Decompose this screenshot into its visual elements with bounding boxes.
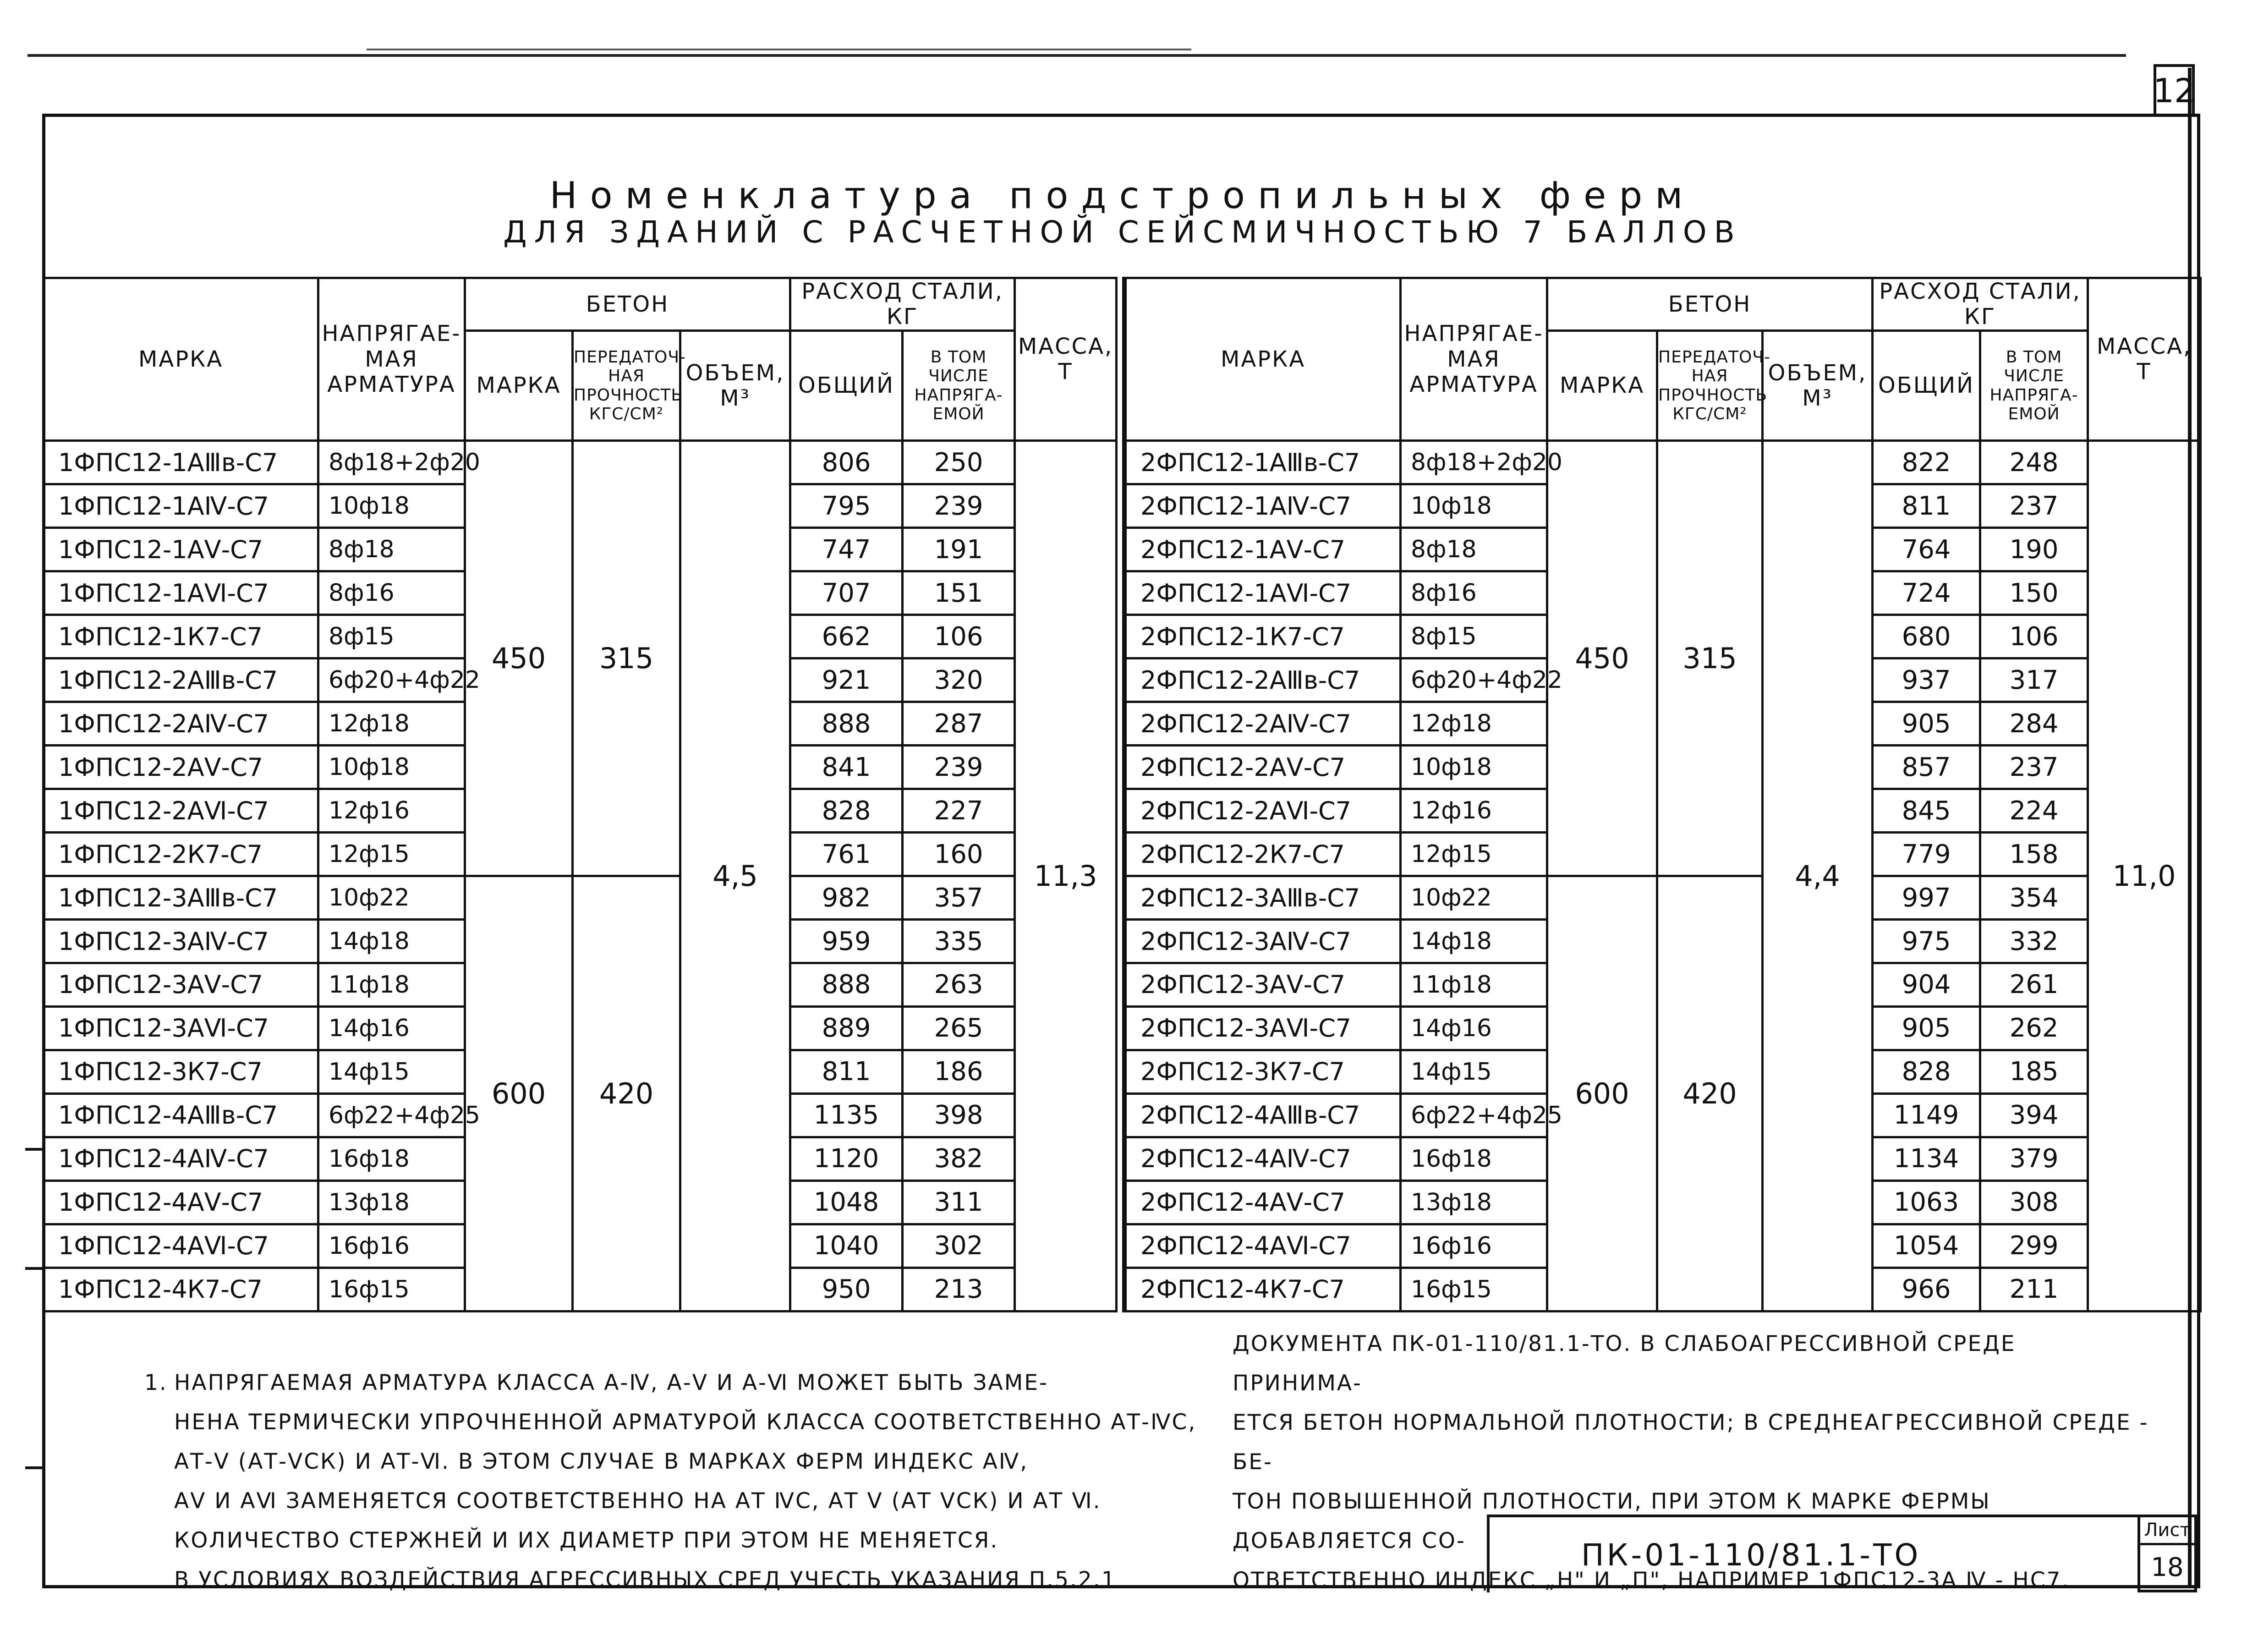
cell-beton-mark: 450 xyxy=(465,441,573,876)
cell-steel-stressed: 263 xyxy=(903,963,1015,1007)
cell-steel-total: 822 xyxy=(1873,441,1980,484)
document-title: Номенклатура подстропильных ферм xyxy=(549,174,1696,217)
cell-armature: 14ф18 xyxy=(318,920,465,963)
cell-steel-stressed: 311 xyxy=(903,1180,1015,1224)
cell-armature: 6ф20+4ф22 xyxy=(318,659,465,702)
cell-beton-strength: 420 xyxy=(573,876,680,1312)
cell-steel-total: 888 xyxy=(790,963,903,1007)
cell-steel-stressed: 106 xyxy=(903,615,1015,659)
cell-mark: 1ФПС12-2АⅢв-С7 xyxy=(44,659,318,702)
header-beton-strength: ПЕРЕДАТОЧ- НАЯ ПРОЧНОСТЬ КГС/СМ² xyxy=(573,331,680,441)
cell-mark: 2ФПС12-4АⅣ-С7 xyxy=(1126,1137,1401,1180)
cell-armature: 12ф18 xyxy=(318,702,465,746)
cell-beton-volume: 4,5 xyxy=(680,441,790,1312)
cell-steel-total: 904 xyxy=(1873,963,1980,1007)
cell-armature: 10ф18 xyxy=(1401,746,1547,789)
cell-armature: 16ф15 xyxy=(318,1268,465,1311)
note-line: НЕНА ТЕРМИЧЕСКИ УПРОЧНЕННОЙ АРМАТУРОЙ КЛАССА СООТВЕТСТВЕННО АТ-ⅣС, xyxy=(174,1410,1197,1435)
cell-beton-strength: 315 xyxy=(573,441,680,876)
cell-steel-total: 975 xyxy=(1873,920,1980,963)
cell-mark: 1ФПС12-1АⅤ-С7 xyxy=(44,528,318,571)
cell-steel-stressed: 335 xyxy=(903,920,1015,963)
cell-mass: 11,3 xyxy=(1015,441,1117,1312)
cell-steel-total: 662 xyxy=(790,615,903,659)
cell-armature: 10ф18 xyxy=(318,746,465,789)
cell-steel-stressed: 299 xyxy=(1980,1224,2088,1268)
cell-steel-total: 1063 xyxy=(1873,1180,1980,1224)
cell-mark: 2ФПС12-1АⅤ-С7 xyxy=(1126,528,1401,571)
cell-steel-stressed: 354 xyxy=(1980,876,2088,920)
cell-steel-stressed: 186 xyxy=(903,1050,1015,1093)
document-subtitle: ДЛЯ ЗДАНИЙ С РАСЧЕТНОЙ СЕЙСМИЧНОСТЬЮ 7 БАЛЛОВ xyxy=(503,214,1742,250)
cell-mark: 1ФПС12-3АⅥ-С7 xyxy=(44,1006,318,1050)
cell-armature: 14ф18 xyxy=(1401,920,1547,963)
cell-mark: 1ФПС12-3АⅤ-С7 xyxy=(44,963,318,1007)
cell-steel-stressed: 308 xyxy=(1980,1180,2088,1224)
cell-steel-stressed: 224 xyxy=(1980,789,2088,833)
cell-mark: 2ФПС12-2АⅢв-С7 xyxy=(1126,659,1401,702)
cell-armature: 13ф18 xyxy=(1401,1180,1547,1224)
note-line: ОТВЕТСТВЕННО ИНДЕКС „Н" И „П", НАПРИМЕР 1ФПС12-3А Ⅳ - НС7. xyxy=(1233,1568,2070,1593)
top-faint-rule xyxy=(367,49,1191,50)
cell-mark: 1ФПС12-1АⅣ-С7 xyxy=(44,484,318,528)
cell-steel-stressed: 213 xyxy=(903,1268,1015,1311)
cell-steel-stressed: 394 xyxy=(1980,1093,2088,1137)
cell-steel-total: 905 xyxy=(1873,702,1980,746)
cell-mark: 2ФПС12-3АⅥ-С7 xyxy=(1126,1006,1401,1050)
cell-steel-total: 828 xyxy=(1873,1050,1980,1093)
cell-armature: 11ф18 xyxy=(1401,963,1547,1007)
cell-steel-stressed: 320 xyxy=(903,659,1015,702)
cell-steel-stressed: 379 xyxy=(1980,1137,2088,1180)
cell-mark: 2ФПС12-4АⅤ-С7 xyxy=(1126,1180,1401,1224)
cell-steel-total: 724 xyxy=(1873,571,1980,615)
cell-steel-stressed: 211 xyxy=(1980,1268,2088,1311)
cell-steel-stressed: 237 xyxy=(1980,484,2088,528)
cell-mark: 1ФПС12-2К7-С7 xyxy=(44,833,318,876)
header-armature: НАПРЯГАЕ- МАЯ АРМАТУРА xyxy=(1401,278,1547,441)
header-beton-volume: ОБЪЕМ, М³ xyxy=(1763,331,1873,441)
cell-steel-stressed: 398 xyxy=(903,1093,1015,1137)
margin-tick xyxy=(25,1267,44,1270)
cell-steel-stressed: 250 xyxy=(903,441,1015,484)
note-line: АⅤ И АⅥ ЗАМЕНЯЕТСЯ СООТВЕТСТВЕННО НА АТ ⅣС, АТ Ⅴ (АТ ⅤСК) И АТ Ⅵ. xyxy=(174,1488,1102,1514)
cell-steel-total: 937 xyxy=(1873,659,1980,702)
cell-steel-total: 997 xyxy=(1873,876,1980,920)
note-number: 1. xyxy=(144,1370,168,1395)
cell-steel-total: 747 xyxy=(790,528,903,571)
page-number: 12 xyxy=(2154,64,2195,115)
table-separator xyxy=(1115,277,1124,1312)
cell-beton-strength: 315 xyxy=(1657,441,1763,876)
cell-beton-mark: 450 xyxy=(1547,441,1657,876)
header-steel-total: ОБЩИЙ xyxy=(790,331,903,441)
cell-armature: 16ф18 xyxy=(318,1137,465,1180)
header-beton-strength: ПЕРЕДАТОЧ- НАЯ ПРОЧНОСТЬ КГС/СМ² xyxy=(1657,331,1763,441)
cell-steel-stressed: 284 xyxy=(1980,702,2088,746)
cell-mark: 1ФПС12-2АⅣ-С7 xyxy=(44,702,318,746)
cell-steel-total: 795 xyxy=(790,484,903,528)
cell-armature: 6ф20+4ф22 xyxy=(1401,659,1547,702)
cell-mark: 2ФПС12-3АⅢв-С7 xyxy=(1126,876,1401,920)
cell-armature: 12ф15 xyxy=(1401,833,1547,876)
cell-steel-total: 761 xyxy=(790,833,903,876)
cell-beton-mark: 600 xyxy=(465,876,573,1312)
cell-mark: 2ФПС12-4АⅢв-С7 xyxy=(1126,1093,1401,1137)
header-beton: БЕТОН xyxy=(465,278,790,331)
top-rule xyxy=(27,54,2126,57)
cell-mark: 1ФПС12-1АⅢв-С7 xyxy=(44,441,318,484)
header-beton-mark: МАРКА xyxy=(465,331,573,441)
cell-steel-stressed: 261 xyxy=(1980,963,2088,1007)
cell-mark: 2ФПС12-2К7-С7 xyxy=(1126,833,1401,876)
cell-armature: 8ф18 xyxy=(1401,528,1547,571)
cell-steel-total: 806 xyxy=(790,441,903,484)
header-beton-mark: МАРКА xyxy=(1547,331,1657,441)
header-steel: РАСХОД СТАЛИ, КГ xyxy=(1873,278,2088,331)
cell-steel-total: 779 xyxy=(1873,833,1980,876)
sheet-number: 18 xyxy=(2151,1553,2184,1582)
cell-armature: 10ф18 xyxy=(1401,484,1547,528)
cell-mark: 2ФПС12-3АⅣ-С7 xyxy=(1126,920,1401,963)
header-steel-total: ОБЩИЙ xyxy=(1873,331,1980,441)
cell-armature: 16ф15 xyxy=(1401,1268,1547,1311)
cell-armature: 11ф18 xyxy=(318,963,465,1007)
cell-mark: 1ФПС12-3К7-С7 xyxy=(44,1050,318,1093)
cell-armature: 10ф22 xyxy=(318,876,465,920)
cell-mark: 1ФПС12-1АⅥ-С7 xyxy=(44,571,318,615)
cell-armature: 16ф16 xyxy=(318,1224,465,1268)
cell-steel-stressed: 262 xyxy=(1980,1006,2088,1050)
cell-steel-stressed: 237 xyxy=(1980,746,2088,789)
header-mark: МАРКА xyxy=(1126,278,1401,441)
cell-steel-total: 764 xyxy=(1873,528,1980,571)
cell-armature: 6ф22+4ф25 xyxy=(318,1093,465,1137)
cell-steel-stressed: 239 xyxy=(903,484,1015,528)
cell-mark: 2ФПС12-2АⅤ-С7 xyxy=(1126,746,1401,789)
cell-steel-stressed: 191 xyxy=(903,528,1015,571)
title-block xyxy=(1487,1515,2151,1592)
cell-steel-total: 905 xyxy=(1873,1006,1980,1050)
cell-mark: 2ФПС12-3АⅤ-С7 xyxy=(1126,963,1401,1007)
cell-mark: 1ФПС12-4АⅤ-С7 xyxy=(44,1180,318,1224)
cell-mark: 1ФПС12-4АⅢв-С7 xyxy=(44,1093,318,1137)
cell-mark: 1ФПС12-4К7-С7 xyxy=(44,1268,318,1311)
cell-mark: 2ФПС12-1АⅣ-С7 xyxy=(1126,484,1401,528)
cell-armature: 8ф15 xyxy=(318,615,465,659)
cell-beton-volume: 4,4 xyxy=(1763,441,1873,1312)
cell-armature: 8ф18 xyxy=(318,528,465,571)
cell-mark: 2ФПС12-4АⅥ-С7 xyxy=(1126,1224,1401,1268)
table-row xyxy=(44,876,1117,920)
cell-armature: 10ф22 xyxy=(1401,876,1547,920)
cell-steel-stressed: 382 xyxy=(903,1137,1015,1180)
cell-steel-total: 811 xyxy=(790,1050,903,1093)
header-beton: БЕТОН xyxy=(1547,278,1873,331)
cell-armature: 8ф15 xyxy=(1401,615,1547,659)
right-nomenclature-table xyxy=(1124,277,2199,1312)
cell-armature: 16ф16 xyxy=(1401,1224,1547,1268)
cell-steel-total: 888 xyxy=(790,702,903,746)
cell-mark: 2ФПС12-1АⅥ-С7 xyxy=(1126,571,1401,615)
cell-steel-total: 707 xyxy=(790,571,903,615)
cell-steel-stressed: 160 xyxy=(903,833,1015,876)
cell-mark: 1ФПС12-4АⅥ-С7 xyxy=(44,1224,318,1268)
cell-steel-stressed: 150 xyxy=(1980,571,2088,615)
header-mass: МАССА, Т xyxy=(1015,278,1117,441)
cell-steel-total: 811 xyxy=(1873,484,1980,528)
cell-steel-stressed: 227 xyxy=(903,789,1015,833)
cell-steel-stressed: 332 xyxy=(1980,920,2088,963)
document-code: ПК-01-110/81.1-ТО xyxy=(1581,1537,1921,1573)
note-line: НАПРЯГАЕМАЯ АРМАТУРА КЛАССА А-Ⅳ, А-Ⅴ И А-Ⅵ МОЖЕТ БЫТЬ ЗАМЕ- xyxy=(174,1370,1048,1395)
cell-steel-total: 1048 xyxy=(790,1180,903,1224)
cell-steel-stressed: 302 xyxy=(903,1224,1015,1268)
cell-steel-stressed: 158 xyxy=(1980,833,2088,876)
cell-armature: 8ф18+2ф20 xyxy=(318,441,465,484)
cell-mark: 2ФПС12-1АⅢв-С7 xyxy=(1126,441,1401,484)
cell-armature: 14ф16 xyxy=(1401,1006,1547,1050)
margin-tick xyxy=(25,1148,44,1151)
cell-armature: 10ф18 xyxy=(318,484,465,528)
note-line: ДОКУМЕНТА ПК-01-110/81.1-ТО. В СЛАБОАГРЕССИВНОЙ СРЕДЕ ПРИНИМА- xyxy=(1233,1331,2016,1396)
left-nomenclature-table xyxy=(42,277,1115,1312)
cell-steel-total: 1149 xyxy=(1873,1093,1980,1137)
cell-steel-stressed: 357 xyxy=(903,876,1015,920)
cell-armature: 16ф18 xyxy=(1401,1137,1547,1180)
cell-steel-stressed: 185 xyxy=(1980,1050,2088,1093)
cell-steel-stressed: 151 xyxy=(903,571,1015,615)
cell-armature: 12ф18 xyxy=(1401,702,1547,746)
cell-armature: 14ф15 xyxy=(1401,1050,1547,1093)
cell-mark: 2ФПС12-3К7-С7 xyxy=(1126,1050,1401,1093)
cell-armature: 12ф16 xyxy=(318,789,465,833)
cell-steel-total: 959 xyxy=(790,920,903,963)
cell-steel-stressed: 265 xyxy=(903,1006,1015,1050)
cell-armature: 14ф16 xyxy=(318,1006,465,1050)
cell-steel-total: 982 xyxy=(790,876,903,920)
cell-mark: 1ФПС12-2АⅥ-С7 xyxy=(44,789,318,833)
header-mark: МАРКА xyxy=(44,278,318,441)
cell-armature: 8ф16 xyxy=(318,571,465,615)
cell-armature: 8ф18+2ф20 xyxy=(1401,441,1547,484)
cell-steel-stressed: 106 xyxy=(1980,615,2088,659)
cell-steel-stressed: 317 xyxy=(1980,659,2088,702)
margin-tick xyxy=(25,1466,44,1469)
notes-left xyxy=(144,1363,1228,1600)
cell-steel-total: 857 xyxy=(1873,746,1980,789)
cell-armature: 12ф16 xyxy=(1401,789,1547,833)
cell-mark: 1ФПС12-3АⅢв-С7 xyxy=(44,876,318,920)
cell-steel-stressed: 190 xyxy=(1980,528,2088,571)
cell-beton-strength: 420 xyxy=(1657,876,1763,1312)
cell-steel-total: 680 xyxy=(1873,615,1980,659)
cell-mass: 11,0 xyxy=(2088,441,2201,1312)
header-mass: МАССА, Т xyxy=(2088,278,2201,441)
note-line: ЕТСЯ БЕТОН НОРМАЛЬНОЙ ПЛОТНОСТИ; В СРЕДНЕАГРЕССИВНОЙ СРЕДЕ - БЕ- xyxy=(1233,1410,2149,1475)
cell-steel-stressed: 239 xyxy=(903,746,1015,789)
cell-mark: 1ФПС12-3АⅣ-С7 xyxy=(44,920,318,963)
cell-armature: 14ф15 xyxy=(318,1050,465,1093)
cell-mark: 2ФПС12-1К7-С7 xyxy=(1126,615,1401,659)
sheet-label: Лист xyxy=(2140,1517,2194,1545)
cell-steel-total: 966 xyxy=(1873,1268,1980,1311)
cell-steel-total: 1134 xyxy=(1873,1137,1980,1180)
cell-armature: 12ф15 xyxy=(318,833,465,876)
header-armature: НАПРЯГАЕ- МАЯ АРМАТУРА xyxy=(318,278,465,441)
cell-mark: 2ФПС12-2АⅥ-С7 xyxy=(1126,789,1401,833)
cell-steel-total: 828 xyxy=(790,789,903,833)
cell-steel-total: 889 xyxy=(790,1006,903,1050)
note-line: АТ-Ⅴ (АТ-ⅤСК) И АТ-Ⅵ. В ЭТОМ СЛУЧАЕ В МАРКАХ ФЕРМ ИНДЕКС АⅣ, xyxy=(174,1449,1029,1474)
cell-steel-total: 841 xyxy=(790,746,903,789)
note-line: КОЛИЧЕСТВО СТЕРЖНЕЙ И ИХ ДИАМЕТР ПРИ ЭТОМ НЕ МЕНЯЕТСЯ. xyxy=(174,1528,999,1553)
cell-steel-total: 950 xyxy=(790,1268,903,1311)
cell-mark: 1ФПС12-2АⅤ-С7 xyxy=(44,746,318,789)
table-row xyxy=(44,441,1117,484)
cell-mark: 1ФПС12-4АⅣ-С7 xyxy=(44,1137,318,1180)
table-row xyxy=(1126,876,2201,920)
cell-mark: 1ФПС12-1К7-С7 xyxy=(44,615,318,659)
cell-armature: 6ф22+4ф25 xyxy=(1401,1093,1547,1137)
cell-steel-total: 921 xyxy=(790,659,903,702)
cell-steel-total: 1135 xyxy=(790,1093,903,1137)
header-steel: РАСХОД СТАЛИ, КГ xyxy=(790,278,1015,331)
sheet-box xyxy=(2137,1515,2197,1592)
header-steel-stressed: В ТОМ ЧИСЛЕ НАПРЯГА- ЕМОЙ xyxy=(903,331,1015,441)
cell-steel-total: 1054 xyxy=(1873,1224,1980,1268)
cell-steel-stressed: 287 xyxy=(903,702,1015,746)
cell-steel-total: 1120 xyxy=(790,1137,903,1180)
table-row xyxy=(1126,441,2201,484)
cell-mark: 2ФПС12-2АⅣ-С7 xyxy=(1126,702,1401,746)
cell-beton-mark: 600 xyxy=(1547,876,1657,1312)
cell-steel-total: 845 xyxy=(1873,789,1980,833)
header-beton-volume: ОБЪЕМ, М³ xyxy=(680,331,790,441)
note-line: В УСЛОВИЯХ ВОЗДЕЙСТВИЯ АГРЕССИВНЫХ СРЕД УЧЕСТЬ УКАЗАНИЯ П.5.2.1 xyxy=(174,1567,1117,1592)
cell-steel-stressed: 248 xyxy=(1980,441,2088,484)
cell-mark: 2ФПС12-4К7-С7 xyxy=(1126,1268,1401,1311)
cell-armature: 8ф16 xyxy=(1401,571,1547,615)
cell-armature: 13ф18 xyxy=(318,1180,465,1224)
cell-steel-total: 1040 xyxy=(790,1224,903,1268)
note-line: ТОН ПОВЫШЕННОЙ ПЛОТНОСТИ, ПРИ ЭТОМ К МАРКЕ ФЕРМЫ ДОБАВЛЯЕТСЯ СО- xyxy=(1233,1489,1991,1553)
header-steel-stressed: В ТОМ ЧИСЛЕ НАПРЯГА- ЕМОЙ xyxy=(1980,331,2088,441)
